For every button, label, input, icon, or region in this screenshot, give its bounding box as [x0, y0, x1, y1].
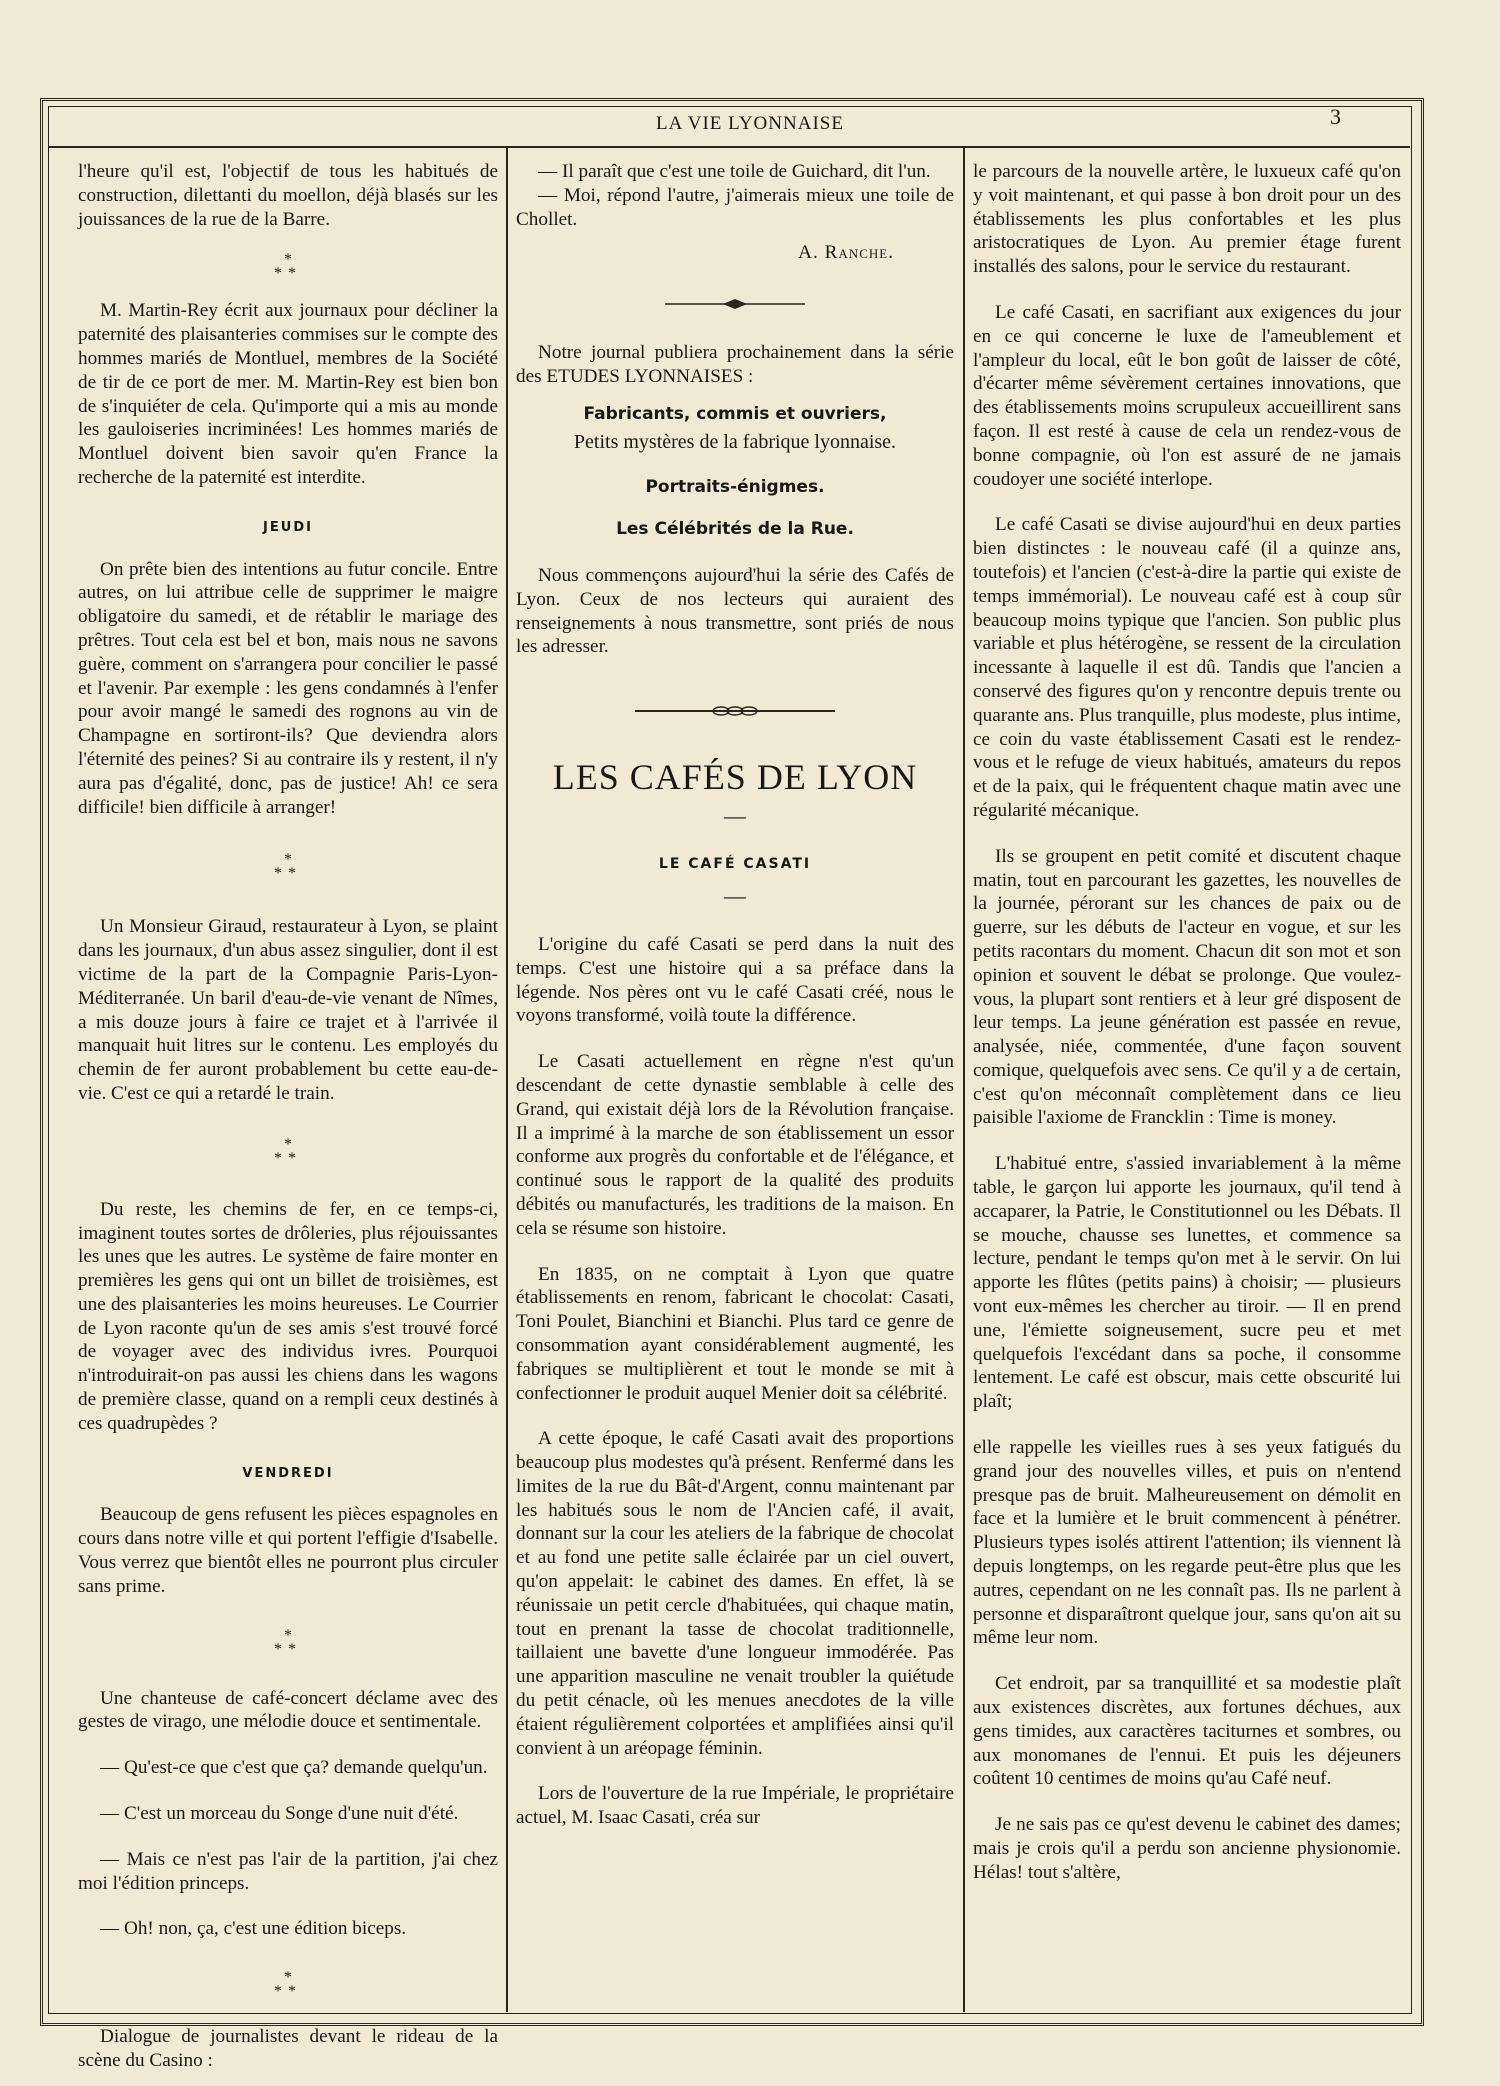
asterism: * **	[274, 1969, 302, 2001]
spacer	[516, 1241, 954, 1263]
col3-paragraph: Le café Casati, en sacrifiant aux exigences du jour en ce qui concerne le luxe de l'ameublement et l'ampleur du local, eût le bon goût de laisser de côté, d'écarter même sévèrement certaines innovations, que des établissements moins scrupuleux accueillirent sans façon. Il est resté à cause de cela un rendez-vous de bonne compagnie, où l'on est assuré de ne jamais coudoyer une société interlope.	[973, 301, 1401, 490]
day-heading-vendredi: VENDREDI	[242, 1465, 334, 1481]
running-title: LA VIE LYONNAISE	[656, 113, 844, 134]
spacer	[973, 1130, 1401, 1152]
spacer	[973, 491, 1401, 513]
spacer	[78, 1734, 498, 1756]
col3-paragraph: L'habitué entre, s'assied invariablement à la même table, le garçon lui apporte les journaux, qu'il tend à accaparer, la Patrie, le Constitutionnel ou les Débats. Il se mouche, chausse ses lunettes, et commence sa lecture, pendant le temps qu'on met à le servir. On lui apporte les flûtes (petits pains) à choisir; — plusieurs vont eux-mêmes les chercher au tiroir. — Il en prend une, l'émiette soigneusement, sucre peu et met quelquefois l'excédant dans sa poche, il consomme lentement. Le café est obscur, mais cette obscurité lui plaît;	[973, 1153, 1401, 1413]
spacer	[516, 1028, 954, 1050]
article-paragraph: Le Casati actuellement en règne n'est qu'un descendant de cette dynastie semblable à celle des Grand, qui existait déjà lors de la Révolution française. Il a imprimé à la marche de son établissement un essor conforme aux progrès du confortable et de l'élégance, et continué sous le rapport de la qualité des produits débités ou manufacturés, les traditions de la maison. En cela se résume son histoire.	[516, 1051, 954, 1239]
separator-ornament	[635, 705, 835, 717]
spacer	[973, 823, 1401, 845]
column-2	[516, 160, 954, 1830]
spacer	[516, 1760, 954, 1782]
article-paragraph: Lors de l'ouverture de la rue Impériale, le propriétaire actuel, M. Isaac Casati, créa sur	[516, 1783, 954, 1829]
column-rule-2	[963, 146, 965, 2012]
column-1	[78, 160, 498, 2073]
spacer	[516, 1405, 954, 1427]
series-title: Les Célébrités de la Rue.	[616, 519, 854, 540]
announcement: Notre journal publiera prochainement dans la série des ETUDES LYONNAISES :	[516, 342, 954, 387]
signature: A. Ranche.	[798, 242, 894, 264]
col1-paragraph: — Mais ce n'est pas l'air de la partition, j'ai chez moi l'édition princeps.	[78, 1848, 498, 1894]
spacer	[78, 1895, 498, 1917]
col3-paragraph: elle rappelle les vieilles rues à ses yeux fatigués du grand jour des nouvelles villes, et puis on n'entend presque pas de bruit. Malheureusement on démolit en face et la lumière et le bruit commencent à pénétrer. Plusieurs types isolés attirent l'attention; ils viennent là depuis longtemps, on les regarde peut-être plus que les autres, cependant on ne les connaît pas. Ils ne parlent à personne et disparaîtront quelque jour, sans qu'on ait su même leur nom.	[973, 1437, 1401, 1649]
subtitle-dash: —	[724, 882, 746, 908]
col1-paragraph: Beaucoup de gens refusent les pièces espagnoles en cours dans notre ville et qui portent l'effigie d'Isabelle. Vous verrez que bientôt elles ne pourront plus circuler sans prime.	[78, 1504, 498, 1597]
asterism: * **	[274, 1626, 302, 1658]
col1-paragraph: — Qu'est-ce que c'est que ça? demande quelqu'un.	[100, 1757, 488, 1779]
col1-paragraph: l'heure qu'il est, l'objectif de tous les habitués de construction, dilettanti du moellon, déjà blasés sur les jouissances de la rue de la Barre.	[78, 161, 498, 230]
col3-paragraph: Le café Casati se divise aujourd'hui en deux parties bien distinctes : le nouveau café (il a quinze ans, toutefois) et l'ancien (c'est-à-dire la partie qui existe de temps immémorial). Le nouveau café est à coup sûr beaucoup moins typique que l'ancien. Son public plus variable et plus hétérogène, se ressent de la circulation incessante à laquelle il est dû. Tandis que l'ancien a conservé des figures qu'on y rencontre depuis trente ou quarante ans. Plus tranquille, plus modeste, plus intime, ce coin du vaste établissement Casati est le rendez-vous et le refuge de vieux habitués, amateurs du repos et de la paix, qui le fréquentent chaque matin avec une régularité mécanique.	[973, 514, 1401, 821]
spacer	[973, 1791, 1401, 1813]
spacer	[78, 1826, 498, 1848]
asterism: * **	[274, 1135, 302, 1167]
col2-paragraph: — Il paraît que c'est une toile de Guichard, dit l'un.	[538, 161, 931, 182]
col1-paragraph: M. Martin-Rey écrit aux journaux pour décliner la paternité des plaisanteries commises sur le compte des hommes mariés de Montluel, membres de la Société de tir de ce port de mer. M. Martin-Rey est bien bon de s'inquiéter de cela. Qu'importe qui a mis au monde les gauloiseries incriminées! Les hommes mariés de Montluel doivent bien savoir qu'en France la recherche de la paternité est interdite.	[78, 300, 498, 488]
series-title: Portraits-énigmes.	[645, 477, 825, 498]
col1-paragraph: Un Monsieur Giraud, restaurateur à Lyon, se plaint dans les journaux, d'un abus assez singulier, dont il est victime de la part de la Compagnie Paris-Lyon-Méditerranée. Un baril d'eau-de-vie venant de Nîmes, a mis douze jours à faire ce trajet et à l'arrivée il manquait huit litres sur le contenu. Les employés du chemin de fer auront probablement bu cette eau-de-vie. C'est ce qui a retardé le train.	[78, 916, 498, 1104]
column-rule-1	[506, 146, 508, 2012]
spacer	[973, 1650, 1401, 1672]
header-rule	[48, 146, 1410, 148]
series-title: Fabricants, commis et ouvriers,	[583, 403, 887, 424]
day-heading-jeudi: JEUDI	[263, 519, 313, 535]
asterism: * **	[274, 251, 302, 283]
separator-ornament	[665, 297, 805, 311]
spacer	[516, 542, 954, 564]
article-paragraph: A cette époque, le café Casati avait des proportions beaucoup plus modestes qu'à présent. Renfermé dans les limites de la rue du Bât-d'Argent, connu maintenant par les habitués sous le nom de l'Ancien café, il avait, donnant sur la cour les ateliers de la fabrique de chocolat et au fond une petite salle éclairée par un ciel ouvert, qu'on appelait: le cabinet des dames. En effet, là se réunissaie un petit cercle d'habituées, qui chaque matin, tout en prenant la tasse de chocolat traditionnelle, taillaient une bavette d'une longueur immodérée. Pas une apparition masculine ne venait troubler la quiétude du petit cénacle, où les menues anecdotes de la ville étaient régulièrement colportées et amplifiées ainsi qu'il convient à un aréopage féminin.	[516, 1428, 954, 1759]
spacer	[973, 279, 1401, 301]
col3-paragraph: le parcours de la nouvelle artère, le luxueux café qu'on y voit maintenant, et qui passe à bon droit pour un des établissements les plus confortables et les plus aristocratiques de Lyon. Au premier étage furent installés des salons, pour le service du restaurant.	[973, 161, 1401, 278]
col1-paragraph: — C'est un morceau du Songe d'une nuit d'été.	[100, 1803, 459, 1825]
article-paragraph: En 1835, on ne comptait à Lyon que quatre établissements en renom, fabricant le chocolat: Casati, Toni Poulet, Bianchini et Bianchi. Plus tard ce genre de consommation ayant considérablement augmenté, les fabriques se multiplièrent et tout le monde se mit à confectionner le produit auquel Menier doit sa célébrité.	[516, 1263, 954, 1404]
asterism: * **	[274, 851, 302, 883]
col3-paragraph: Ils se groupent en petit comité et discutent chaque matin, tout en parcourant les gazettes, les nouvelles de la journée, pérorant sur les chances de paix ou de guerre, sur les débuts de l'acteur en vogue, et sur les petits racontars du moment. Chacun dit son mot et son opinion et souvent le débat se prolonge. Que voulez-vous, la plupart sont rentiers et à leur gré disposent de leur temps. La jeune génération est passée en revue, analysée, niée, commentée, d'une façon souvent comique, quelquefois avec sens. Ce qu'il y a de certain, c'est qu'on méconnaît complètement dans ce lieu paisible l'axiome de Francklin : Time is money.	[973, 845, 1401, 1129]
col1-paragraph: — Oh! non, ça, c'est une édition biceps.	[100, 1918, 407, 1940]
spacer	[973, 1414, 1401, 1436]
series-subtitle: Petits mystères de la fabrique lyonnaise.	[573, 430, 897, 453]
page-number: 3	[1330, 104, 1341, 129]
column-3	[973, 160, 1401, 1885]
col1-paragraph: Dialogue de journalistes devant le rideau de la scène du Casino :	[78, 2026, 498, 2072]
col3-paragraph: Cet endroit, par sa tranquillité et sa modestie plaît aux existences discrètes, aux fortunes déchues, aux gens timides, aux caractères taciturnes et sombres, ou aux monomanes de l'ennui. Et puis les déjeuners coûtent 10 centimes de moins qu'au Café neuf.	[973, 1673, 1401, 1790]
article-title: LES CAFÉS DE LYON	[552, 757, 918, 798]
announcement: Nous commençons aujourd'hui la série des Cafés de Lyon. Ceux de nos lecteurs qui auraient des renseignements à nous transmettre, sont priés de nous les adresser.	[516, 564, 954, 658]
article-paragraph: L'origine du café Casati se perd dans la nuit des temps. C'est une histoire qui a sa préface dans la légende. Nos pères ont vu le café Casati créé, nous le voyons transformé, voilà toute la différence.	[516, 933, 954, 1027]
title-dash: —	[724, 803, 746, 829]
article-subtitle: LE CAFÉ CASATI	[658, 856, 812, 873]
col1-paragraph: Du reste, les chemins de fer, en ce temps-ci, imaginent toutes sortes de drôleries, plus réjouissantes les unes que les autres. Le système de faire monter en premières les gens qui ont un billet de troisièmes, est une des plaisanteries les moins heureuses. Le Courrier de Lyon raconte qu'un de ses amis s'est trouvé forcé de voyager avec des individus ivres. Pourquoi n'introduirait-on pas aussi les chiens dans les wagons de première classe, quand on a rempli ceux destinés à ces quadrupèdes ?	[78, 1198, 498, 1434]
col1-paragraph: On prête bien des intentions au futur concile. Entre autres, on lui attribue celle de supprimer le maigre obligatoire du samedi, et de rétablir le mariage des prêtres. Tout cela est bel et bon, mais nous ne savons guère, comment on s'arrangera pour concilier le passé et l'avenir. Par exemple : les gens condamnés à l'enfer pour avoir mangé le samedi des rognons au vin de Champagne en sortiront-ils? Que deviendra alors l'éternité des peines? Si au contraire ils y restent, il n'y aura pas d'égalité, donc, pas de justice! Ah! ce sera difficile! bien difficile à arranger!	[78, 558, 498, 818]
col1-paragraph: Une chanteuse de café-concert déclame avec des gestes de virago, une mélodie douce et sentimentale.	[78, 1687, 498, 1733]
col3-paragraph: Je ne sais pas ce qu'est devenu le cabinet des dames; mais je crois qu'il a perdu son ancienne physionomie. Hélas! tout s'altère,	[973, 1814, 1401, 1883]
spacer	[78, 1780, 498, 1802]
col2-paragraph: — Moi, répond l'autre, j'aimerais mieux une toile de Chollet.	[516, 184, 954, 230]
